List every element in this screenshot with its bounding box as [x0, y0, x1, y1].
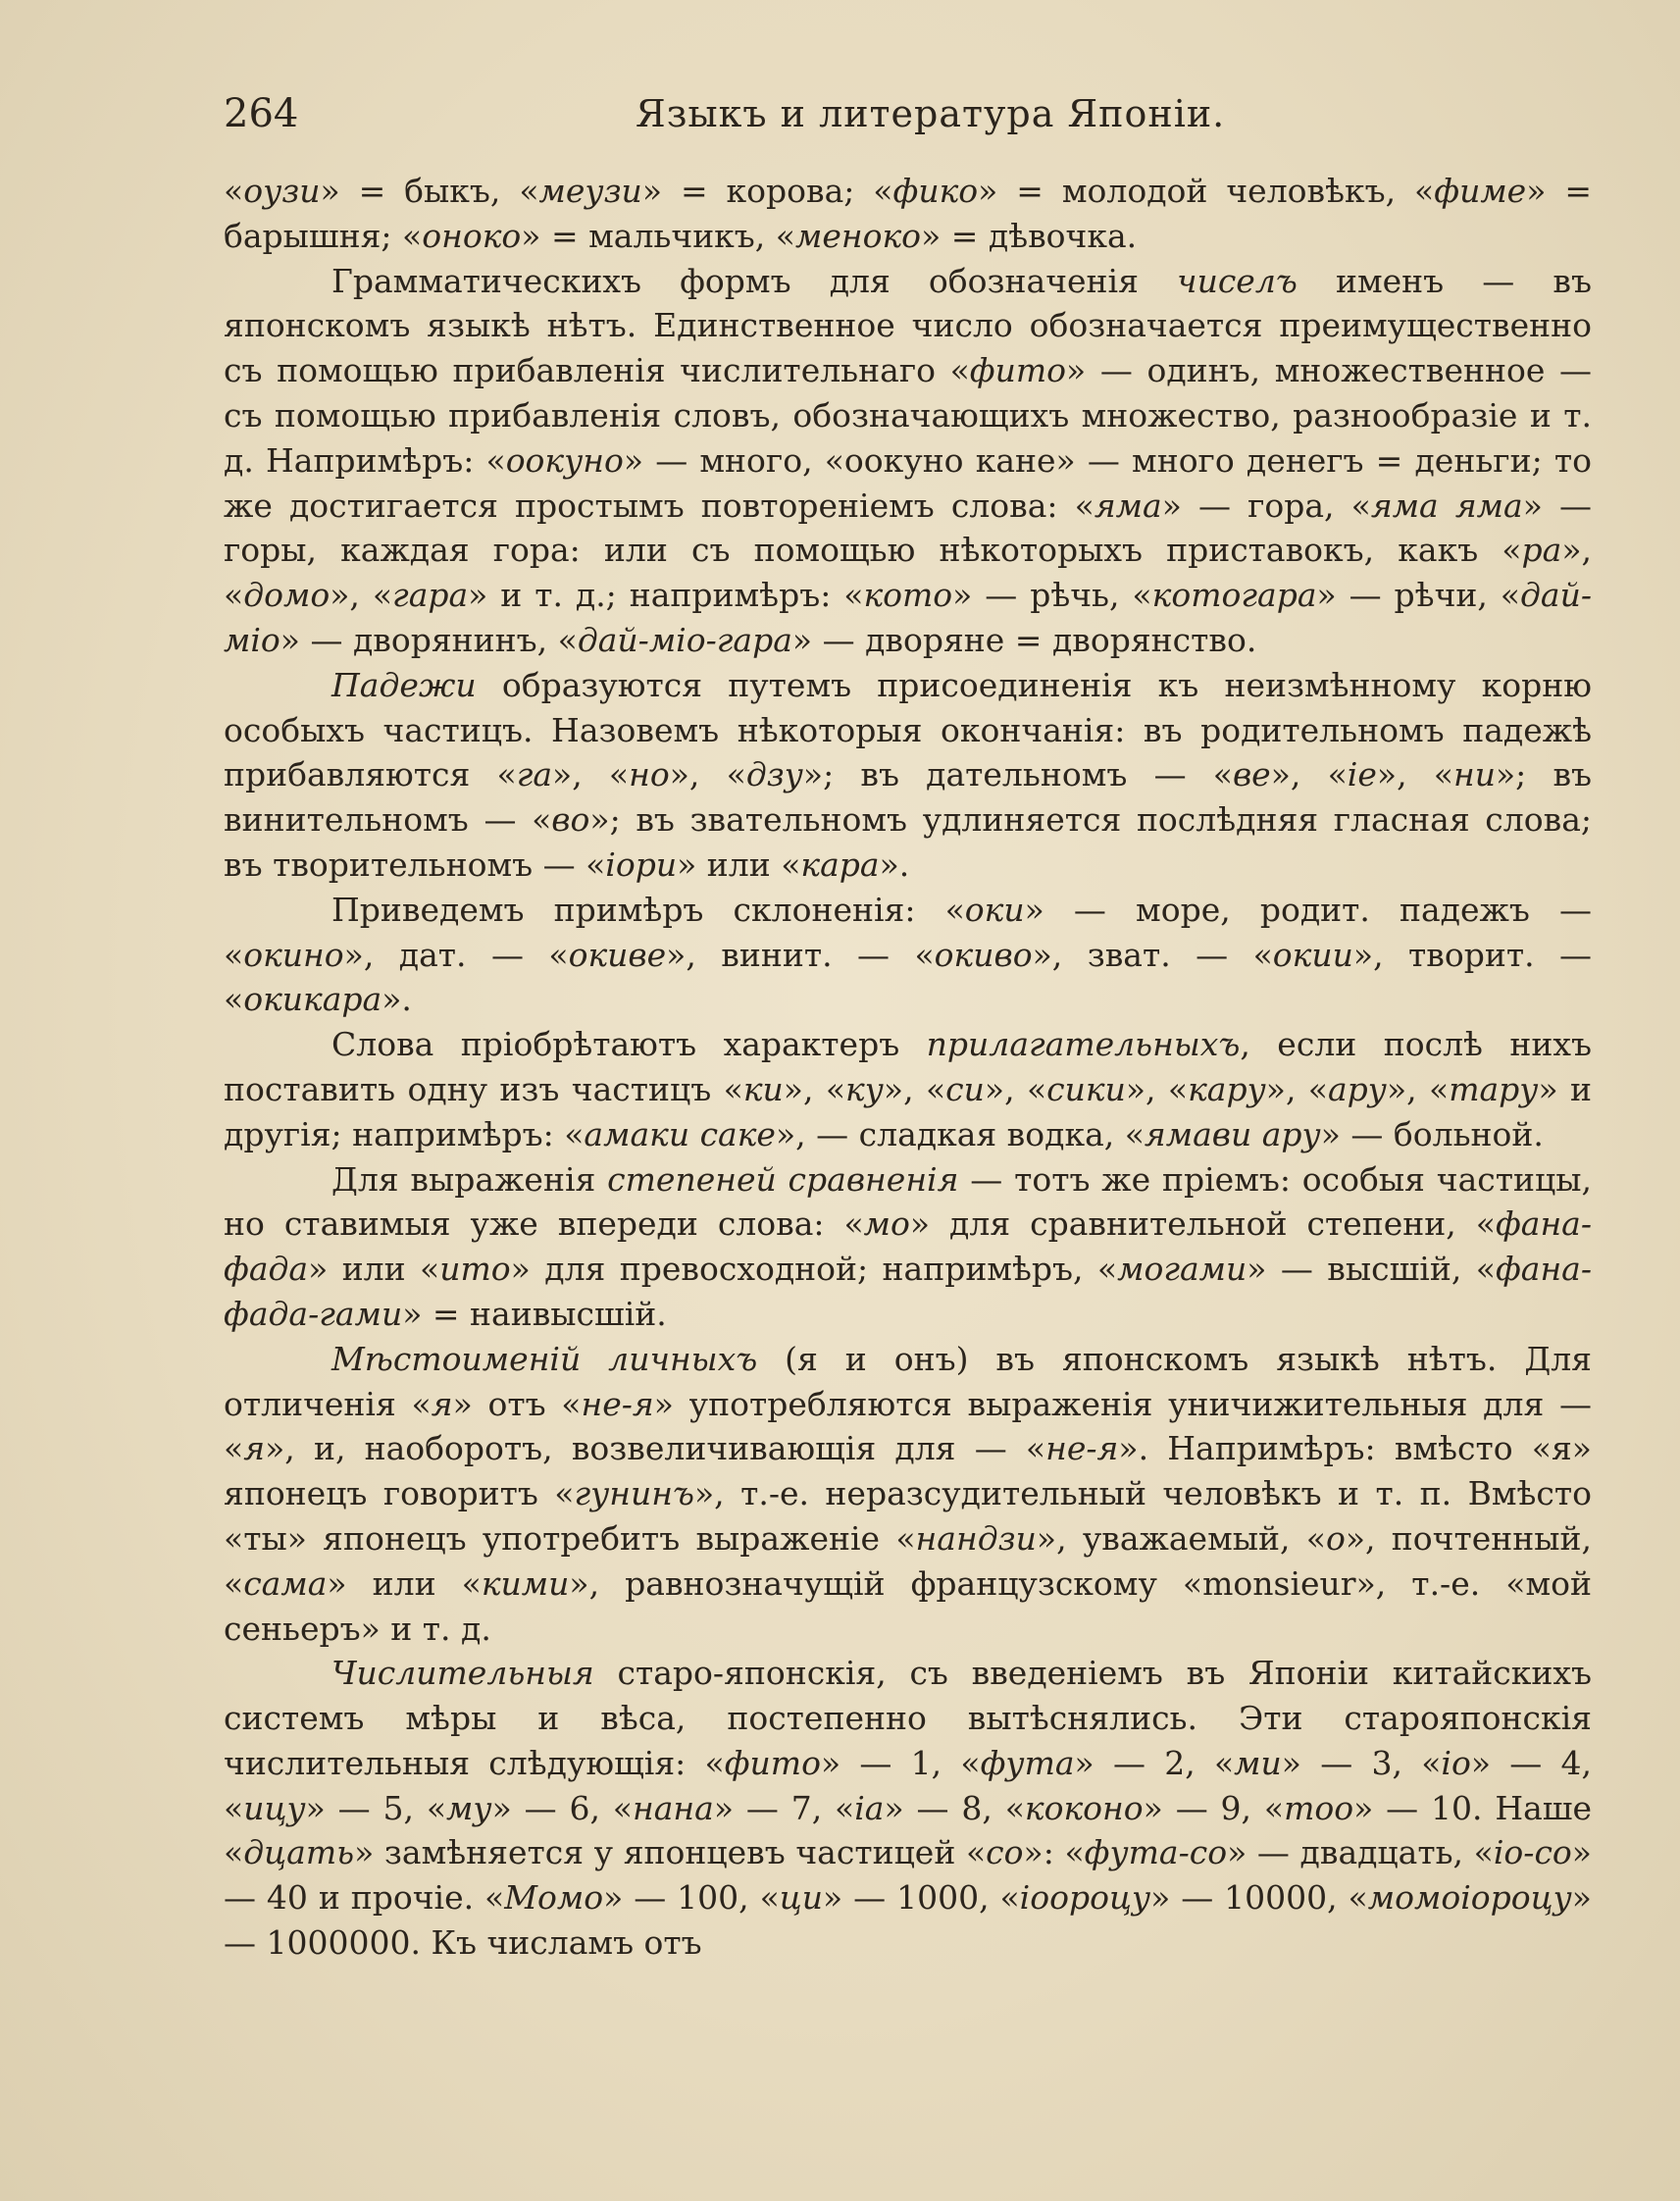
text-run: », «	[552, 755, 630, 794]
italic-term: фико	[892, 172, 979, 210]
italic-term: момоіороцу	[1367, 1878, 1572, 1918]
italic-term: окии	[1272, 935, 1353, 974]
italic-term: кару	[1188, 1069, 1266, 1108]
text-run: — тотъ же пріемъ: особыя частицы, но ставимыя уже впереди слова: «	[224, 1159, 1592, 1244]
text-run: » и т. д.; напримѣръ: «	[468, 576, 864, 615]
text-run: », «	[224, 531, 1592, 615]
text-run: », «	[1125, 1069, 1189, 1108]
italic-term: амаки саке	[584, 1114, 776, 1153]
italic-term: фито	[969, 351, 1067, 390]
italic-term: Момо	[504, 1878, 604, 1918]
text-run: » — 7, «	[713, 1788, 855, 1827]
italic-term: іе	[1347, 755, 1377, 794]
text-run: , если послѣ нихъ поставить одну изъ частицъ «	[224, 1025, 1592, 1108]
text-run: » или «	[327, 1563, 482, 1603]
text-run: », уважаемый, «	[1036, 1518, 1326, 1558]
italic-term: сики	[1046, 1069, 1126, 1108]
text-run: » — высшій, «	[1247, 1250, 1496, 1289]
text-run: образуются путемъ присоединенія къ неизмѣнному корню особыхъ частицъ. Назовемъ нѣкоторыя окончанія: въ родительномъ падежѣ прибавляются «	[224, 665, 1592, 794]
italic-term: степеней сравненія	[607, 1159, 959, 1199]
italic-term: га	[516, 755, 553, 794]
text-run: ». Напримѣръ: вмѣсто «я» японецъ говоритъ «	[224, 1429, 1592, 1513]
text-run: », «	[1386, 1069, 1450, 1108]
italic-term: дай-міо-гара	[577, 620, 792, 659]
page-header	[224, 86, 1592, 141]
text-run: », «	[1265, 1069, 1328, 1108]
paragraph	[224, 1337, 1592, 1652]
text-run: » — дворяне = дворянство.	[791, 620, 1257, 659]
italic-term: гунинъ	[574, 1474, 694, 1513]
text-run: », «	[330, 576, 393, 615]
italic-term: оки	[964, 890, 1025, 929]
text-run: » — 100, «	[603, 1878, 780, 1918]
italic-term: о	[1325, 1518, 1346, 1558]
paragraph	[224, 259, 1592, 663]
italic-term: ку	[845, 1069, 884, 1108]
text-run: » употребляются выраженія уничижительныя для — «	[224, 1384, 1592, 1468]
italic-term: прилагательныхъ	[926, 1025, 1241, 1064]
text-run: » — гора, «	[1161, 486, 1371, 525]
text-run: Грамматическихъ формъ для обозначенія	[331, 261, 1178, 300]
text-run: » — 9, «	[1143, 1788, 1285, 1827]
text-run: », винит. — «	[666, 935, 935, 974]
italic-term: могами	[1117, 1250, 1247, 1289]
text-run: », и, наоборотъ, возвеличивающія для — «	[265, 1429, 1046, 1468]
italic-term: со	[986, 1833, 1024, 1872]
italic-term: меноко	[794, 216, 922, 255]
text-run: », «	[984, 1069, 1047, 1108]
italic-term: ки	[742, 1069, 784, 1108]
italic-term: нандзи	[915, 1518, 1037, 1558]
italic-term: окиве	[568, 935, 667, 974]
text-run: » = корова; «	[641, 172, 893, 210]
text-run: » — 3, «	[1281, 1743, 1442, 1782]
italic-term: гара	[392, 576, 469, 615]
text-run: » — двадцать, «	[1227, 1833, 1494, 1872]
text-run: » — 2, «	[1074, 1743, 1235, 1782]
text-run: » или «	[677, 845, 801, 884]
italic-term: кото	[863, 576, 953, 615]
text-run: » — 10. Наше «	[224, 1788, 1592, 1872]
text-run: » для превосходной; напримѣръ, «	[510, 1250, 1118, 1289]
text-run: » — 1, «	[820, 1743, 981, 1782]
text-run: » — больной.	[1320, 1114, 1544, 1153]
italic-term: я	[243, 1429, 266, 1468]
italic-term: Мѣстоименій личныхъ	[331, 1339, 758, 1378]
text-run: » = барышня; «	[224, 172, 1592, 255]
paragraph	[224, 1651, 1592, 1966]
text-run: », «	[669, 755, 746, 794]
text-run: » — много, «оокуно кане» — много денегъ = деньги; то же достигается простымъ повтореніемъ слова: «	[224, 440, 1592, 525]
page-number: 264	[224, 91, 299, 136]
running-title: Языкъ и литература Японіи.	[636, 92, 1226, 135]
italic-term: іоороцу	[1019, 1878, 1151, 1918]
text-run: » — 4, «	[224, 1743, 1593, 1827]
italic-term: іо-со	[1493, 1833, 1572, 1872]
italic-term: фута-со	[1084, 1833, 1228, 1872]
italic-term: сама	[243, 1563, 328, 1603]
text-run: » — 8, «	[884, 1788, 1025, 1827]
italic-term: нана	[632, 1788, 714, 1827]
text-run: «	[224, 172, 244, 210]
text-run: » = быкъ, «	[320, 172, 539, 210]
italic-term: кими	[481, 1563, 570, 1603]
text-run: »: «	[1023, 1833, 1085, 1872]
text-run: старо-японскія, съ введеніемъ въ Японіи китайскихъ системъ мѣры и вѣса, постепенно вытѣснялись. Эти старояпонскія числительныя слѣдующія: «	[224, 1654, 1592, 1782]
text-run: », почтенный, «	[224, 1518, 1592, 1603]
text-run: » — 1000, «	[823, 1878, 1020, 1918]
italic-term: ци	[779, 1878, 824, 1918]
italic-term: ямави ару	[1144, 1114, 1321, 1153]
text-run: » и другія; напримѣръ: «	[224, 1069, 1593, 1153]
italic-term: ми	[1234, 1743, 1282, 1782]
text-run: », «	[1376, 755, 1453, 794]
italic-term: меузи	[538, 172, 642, 210]
italic-term: фито	[724, 1743, 821, 1782]
text-run: », «	[883, 1069, 946, 1108]
italic-term: іа	[854, 1788, 885, 1827]
italic-term: си	[945, 1069, 985, 1108]
text-run: », зват. — «	[1032, 935, 1273, 974]
italic-term: ито	[439, 1250, 511, 1289]
italic-term: фана-фада	[224, 1204, 1593, 1289]
italic-term: не-я	[1045, 1429, 1119, 1468]
italic-term: чиселъ	[1177, 261, 1298, 300]
text-run: » — 5, «	[305, 1788, 447, 1827]
italic-term: окино	[243, 935, 344, 974]
italic-term: кара	[800, 845, 880, 884]
italic-term: не-я	[581, 1384, 654, 1423]
italic-term: оокуно	[505, 440, 624, 480]
text-run: именъ — въ японскомъ языкѣ нѣтъ. Единственное число обозначается преимущественно съ помощью прибавленія числительнаго «	[224, 261, 1592, 390]
text-run: » отъ «	[452, 1384, 582, 1423]
italic-term: яма	[1094, 486, 1162, 525]
italic-term: му	[446, 1788, 492, 1827]
text-run: » — 40 и прочіе. «	[224, 1833, 1592, 1918]
italic-term: іо	[1441, 1743, 1471, 1782]
text-run: »; въ дательномъ — «	[802, 755, 1233, 794]
text-run: » — море, родит. падежъ — «	[224, 890, 1592, 974]
text-run: »; въ звательномъ удлиняется послѣдняя гласная слова; въ творительномъ — «	[224, 800, 1592, 884]
italic-term: фана-фада-гами	[224, 1250, 1593, 1333]
text-run: » — горы, каждая гора: или съ помощью нѣкоторыхъ приставокъ, какъ «	[224, 486, 1593, 570]
italic-term: дай-міо	[224, 576, 1592, 659]
text-run: » — 6, «	[491, 1788, 633, 1827]
text-run: » или «	[308, 1250, 440, 1289]
italic-term: фиме	[1434, 172, 1527, 210]
text-run: », «	[1270, 755, 1348, 794]
text-run: », дат. — «	[343, 935, 569, 974]
italic-term: оноко	[422, 216, 522, 255]
text-run: » = дѣвочка.	[921, 216, 1138, 255]
italic-term: Падежи	[331, 665, 477, 704]
text-run: ».	[879, 845, 910, 884]
paragraph	[224, 888, 1592, 1022]
italic-term: тару	[1449, 1069, 1539, 1108]
italic-term: оузи	[243, 172, 321, 210]
italic-term: во	[551, 800, 590, 840]
italic-term: но	[629, 755, 670, 794]
text-run: » = наивысшій.	[402, 1294, 667, 1333]
italic-term: іори	[605, 845, 678, 884]
italic-term: дцать	[243, 1833, 355, 1872]
text-run: » — одинъ, множественное — съ помощью прибавленія словъ, обозначающихъ множество, разнообразіе и т. д. Напримѣръ: «	[224, 351, 1592, 480]
italic-term: домо	[243, 576, 331, 615]
text-run: » замѣняется у японцевъ частицей «	[354, 1833, 987, 1872]
text-run: », равнозначущій французскому «monsieur», т.-е. «мой сеньеръ» и т. д.	[224, 1563, 1592, 1648]
text-run: (я и онъ) въ японскомъ языкѣ нѣтъ. Для отличенія «	[224, 1339, 1592, 1423]
italic-term: фута	[980, 1743, 1075, 1782]
paragraph	[224, 663, 1592, 888]
text-run: » — рѣчь, «	[952, 576, 1152, 615]
body-text	[224, 169, 1592, 1966]
text-run: Приведемъ примѣръ склоненія: «	[331, 890, 965, 929]
text-run: »; въ винительномъ — «	[224, 755, 1593, 840]
italic-term: окикара	[243, 980, 382, 1019]
text-run: », — сладкая водка, «	[775, 1114, 1145, 1153]
italic-term: ару	[1328, 1069, 1387, 1108]
italic-term: я	[431, 1384, 453, 1423]
italic-term: ни	[1452, 755, 1496, 794]
paragraph	[224, 169, 1592, 259]
italic-term: ра	[1521, 531, 1562, 570]
italic-term: котогара	[1151, 576, 1317, 615]
text-run: » для сравнительной степени, «	[909, 1204, 1496, 1244]
text-run: ».	[382, 980, 412, 1019]
italic-term: коконо	[1024, 1788, 1144, 1827]
text-run: » — 1000000. Къ числамъ отъ	[224, 1878, 1592, 1963]
italic-term: Числительныя	[331, 1654, 594, 1693]
text-run: Слова пріобрѣтаютъ характеръ	[331, 1025, 927, 1064]
text-run: » = мальчикъ, «	[521, 216, 795, 255]
italic-term: окиво	[934, 935, 1033, 974]
paragraph	[224, 1022, 1592, 1156]
text-run: Для выраженія	[331, 1159, 608, 1199]
italic-term: яма яма	[1370, 486, 1523, 525]
italic-term: ве	[1232, 755, 1271, 794]
text-run: » — рѣчи, «	[1316, 576, 1520, 615]
text-run: », творит. — «	[224, 935, 1593, 1019]
italic-term: дзу	[745, 755, 803, 794]
text-run: » — дворянинъ, «	[280, 620, 578, 659]
italic-term: мо	[863, 1204, 910, 1244]
text-run: » — 10000, «	[1150, 1878, 1368, 1918]
paragraph	[224, 1157, 1592, 1337]
italic-term: тоо	[1284, 1788, 1354, 1827]
text-run: », «	[783, 1069, 846, 1108]
text-run: » = молодой человѣкъ, «	[978, 172, 1435, 210]
text-run: », т.-е. неразсудительный человѣкъ и т. п. Вмѣсто «ты» японецъ употребитъ выраженіе «	[224, 1474, 1592, 1558]
italic-term: ицу	[243, 1788, 306, 1827]
